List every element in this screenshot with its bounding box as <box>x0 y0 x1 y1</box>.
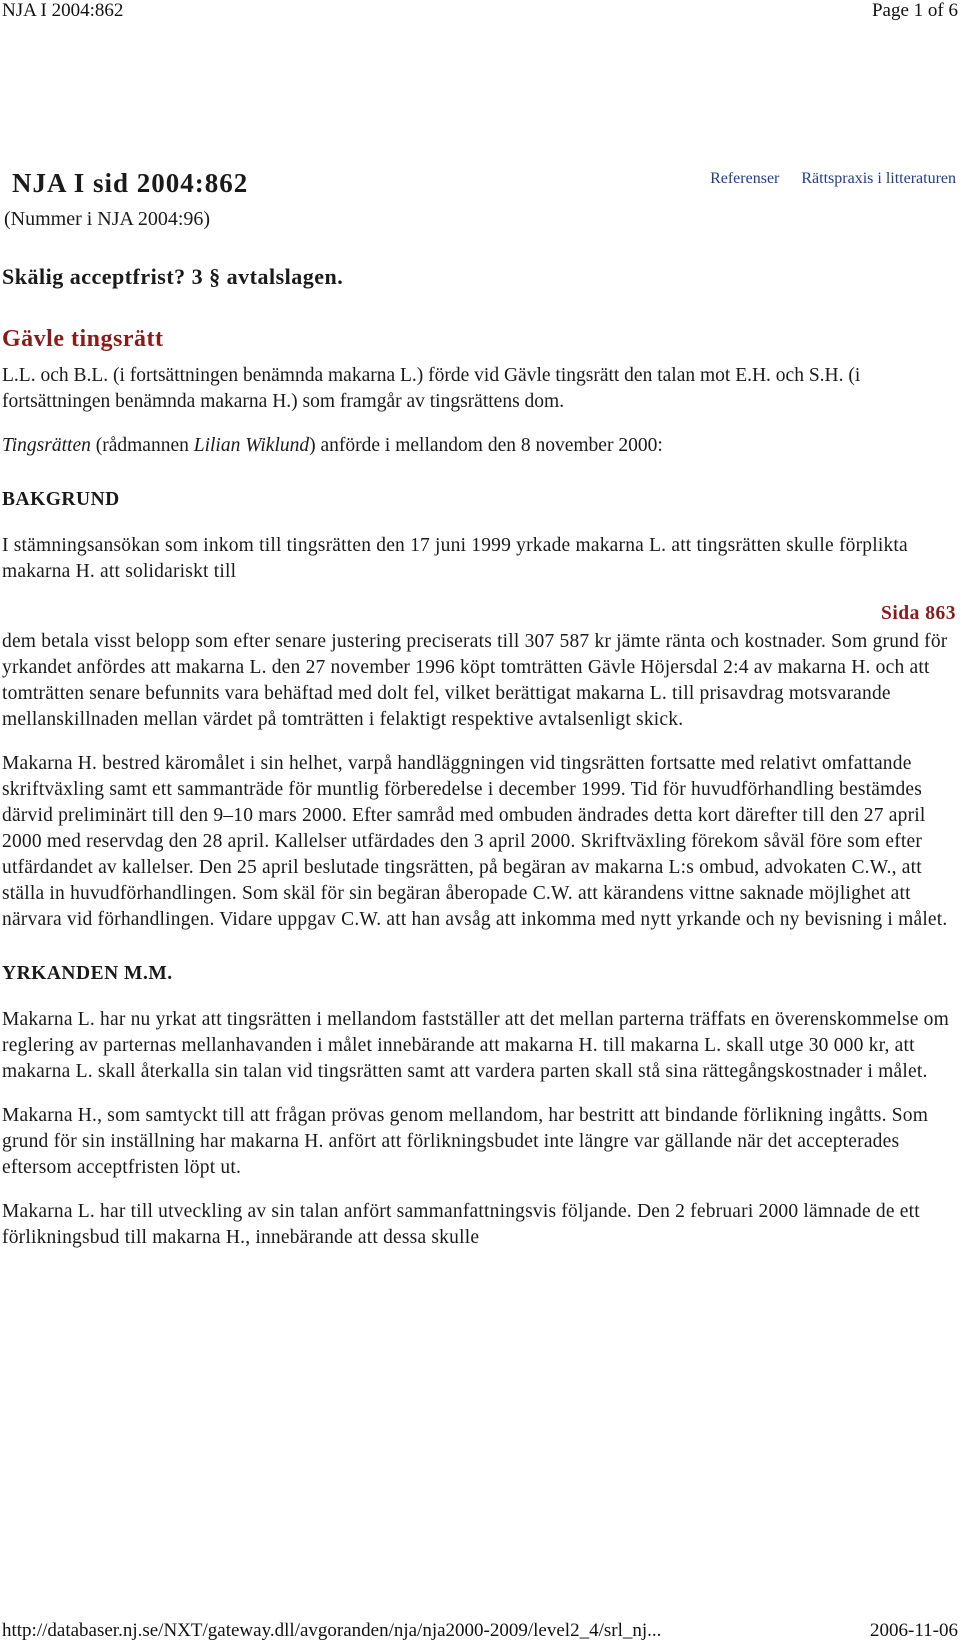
paragraph-2: dem betala visst belopp som efter senare justering preciserats till 307 587 kr jämte ränta och kostnader. Som grund för yrkandet anfördes att makarna L. den 27 november 1996 köpt tomträtten Gävle Höjersdal 2:4 av makarna H. och att tomträtten senare befunnits vara behäftad med dolt fel, vilket berättigat makarna L. till prisavdrag motsvarande mellanskillnaden mellan värdet på tomträtten i felaktigt respektive avtalsenligt skick. <box>2 631 948 730</box>
reference-links <box>692 170 956 188</box>
lead-paragraph: L.L. och B.L. (i fortsättningen benämnda makarna L.) förde vid Gävle tingsrätt den talan mot E.H. och S.H. (i fortsättningen benämnda makarna H.) som framgår av tingsrättens dom. <box>2 365 861 412</box>
intro-judge: Lilian Wiklund <box>193 435 310 456</box>
link-rattspraxis[interactable]: Rättspraxis i litteraturen <box>801 170 956 187</box>
title-block <box>2 160 956 236</box>
document-body <box>2 160 956 1269</box>
footer-url: http://databaser.nj.se/NXT/gateway.dll/avgoranden/nja/nja2000-2009/level2_4/srl_nj... <box>2 1620 662 1641</box>
section-heading-bakgrund: BAKGRUND <box>2 489 120 510</box>
intro-court: Tingsrätten <box>2 435 91 456</box>
page-marker: Sida 863 <box>881 603 956 624</box>
court-name: Gävle tingsrätt <box>2 326 164 352</box>
paragraph-5: Makarna H., som samtyckt till att frågan prövas genom mellandom, har bestritt att bindande förlikning ingåtts. Som grund för sin inställning har makarna H. anfört att förlikningsbudet inte längre var gällande när det accepterades eftersom acceptfristen löpt ut. <box>2 1105 929 1178</box>
section-heading-yrkanden: YRKANDEN M.M. <box>2 963 173 984</box>
page-number: Page 1 of 6 <box>871 0 958 21</box>
paragraph-3: Makarna H. bestred käromålet i sin helhet, varpå handläggningen vid tingsrätten fortsatte med relativt omfattande skriftväxling samt ett sammanträde för muntlig förberedelse i december 1999. Tid för huvudförhandling bestämdes därvid preliminärt till den 9–10 mars 2000. Efter samråd med ombuden ändrades detta kort därefter till den 27 april 2000 med reservdag den 28 april. Kallelser utfärdades den 3 april 2000. Skriftväxling förekom såväl före som efter utfärdandet av kallelser. Den 25 april beslutade tingsrätten, på begäran av makarna L:s ombud, advokaten C.W., att ställa in huvudförhandlingen. Som skäl för sin begäran åberopade C.W. att kärandens vittne saknade möjlighet att närvara vid förhandlingen. Vidare uppgav C.W. att han avsåg att inkomma med nytt yrkande och ny bevisning i målet. <box>2 753 948 930</box>
footer-date: 2006-11-06 <box>870 1620 958 1641</box>
intro-rest: ) anförde i mellandom den 8 november 2000: <box>309 435 663 456</box>
paragraph-4: Makarna L. har nu yrkat att tingsrätten i mellandom fastställer att det mellan parterna träffats en överenskommelse om reglering av parternas mellanhavanden i målet innebärande att makarna H. till makarna L. skall utge 30 000 kr, att makarna L. skall återkalla sin talan vid tingsrätten samt att vardera parten skall stå sina rättegångskostnader i målet. <box>2 1009 950 1082</box>
paragraph-1: I stämningsansökan som inkom till tingsrätten den 17 juni 1999 yrkade makarna L. att tingsrätten skulle förplikta makarna H. att solidariskt till <box>2 535 908 582</box>
intro-judge-pre: (rådmannen <box>90 435 194 456</box>
paragraph-6: Makarna L. har till utveckling av sin talan anfört sammanfattningsvis följande. Den 2 februari 2000 lämnade de ett förlikningsbud till makarna H., innebärande att dessa skulle <box>2 1201 920 1248</box>
document-title: NJA I sid 2004:862 <box>12 168 249 198</box>
intro-paragraph <box>2 433 956 459</box>
document-subtitle: (Nummer i NJA 2004:96) <box>4 208 211 230</box>
link-referenser[interactable]: Referenser <box>710 170 780 187</box>
case-heading: Skälig acceptfrist? 3 § avtalslagen. <box>2 264 344 289</box>
page-header-title: NJA I 2004:862 <box>2 0 124 21</box>
